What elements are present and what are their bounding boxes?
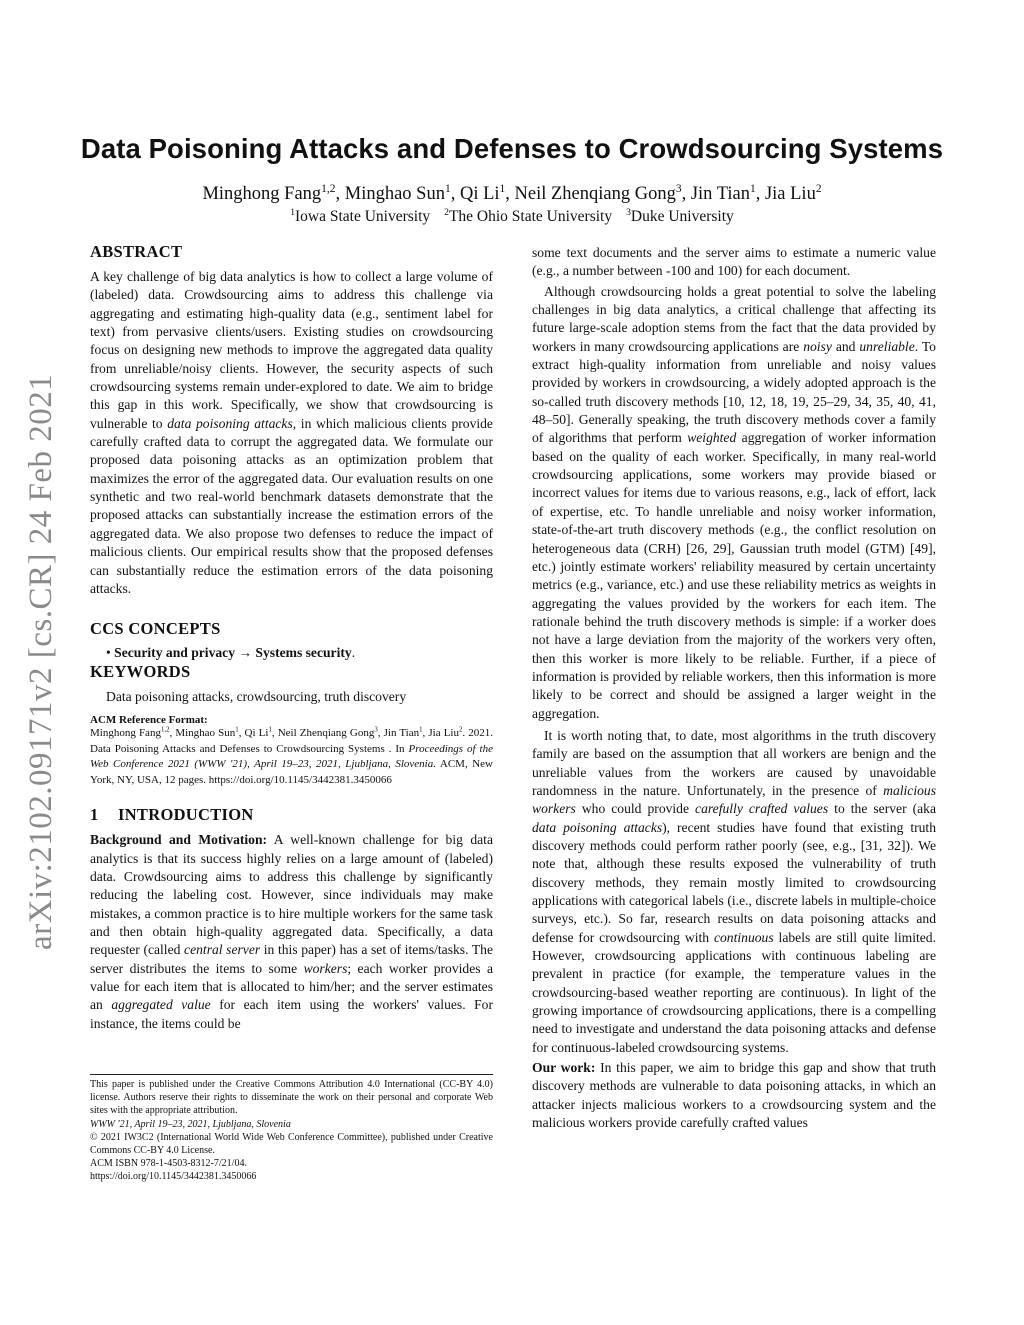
- body-text-part: ), recent studies have found that existing truth discovery methods could perform rather poorly (see, e.g., [31, 32]). We note that, although these results exposed the vulnerability of truth discovery methods, they remain mostly limited to crowdsourcing applications with categorical labels (i.e., discrete labels in multiple-choice surveys, etc.). So far, research results on data poisoning attacks and defense for crowdsourcing with: [532, 819, 936, 945]
- keywords-text: Data poisoning attacks, crowdsourcing, truth discovery: [106, 689, 407, 705]
- author-name: Neil Zhenqiang Gong: [514, 184, 676, 204]
- author-name: Minghao Sun: [344, 184, 445, 204]
- acm-author-mark: 1,2: [160, 726, 170, 734]
- author-affiliation-mark: 2: [815, 182, 822, 195]
- ccs-subcategory: Systems security: [255, 645, 352, 661]
- author-affiliation-mark: 1,2: [321, 182, 336, 195]
- author-name: Qi Li: [459, 184, 500, 204]
- body-emphasis: noisy: [803, 338, 832, 354]
- affiliation-list: [80, 208, 944, 226]
- body-paragraph: [532, 727, 936, 1057]
- copyright-note: © 2021 IW3C2 (International World Wide Web Conference Committee), published under Creative Commons CC-BY 4.0 License.: [90, 1131, 493, 1157]
- acm-author: Minghong Fang: [90, 727, 161, 740]
- doi-link[interactable]: https://doi.org/10.1145/3442381.3450066: [90, 1171, 257, 1183]
- author-separator: ,: [505, 184, 515, 204]
- arxiv-identifier: arXiv:2102.09171v2 [cs.CR] 24 Feb 2021: [23, 373, 59, 950]
- acm-author: , Neil Zhenqiang Gong: [271, 727, 375, 740]
- bullet-icon: •: [106, 645, 111, 661]
- ccs-category: Security and privacy: [114, 645, 236, 661]
- author-affiliation-mark: 1: [444, 182, 451, 195]
- conference-name: WWW '21, April 19–23, 2021, Ljubljana, Slovenia: [90, 1118, 291, 1130]
- body-emphasis: unreliable: [859, 338, 915, 354]
- acm-author: , Jin Tian: [377, 727, 420, 740]
- acm-reference-text: [90, 726, 493, 788]
- acm-citation-text: . 2021. Data Poisoning Attacks and Defenses to Crowdsourcing Systems . In: [90, 727, 494, 755]
- body-emphasis: carefully crafted values: [695, 801, 829, 817]
- abstract-emphasis: data poisoning attacks: [167, 415, 293, 431]
- body-emphasis: malicious workers: [532, 782, 936, 817]
- right-column: [532, 244, 936, 1133]
- license-note: This paper is published under the Creative Commons Attribution 4.0 International (CC-BY 4.0) license. Authors reserve their rights to disseminate the work on their personal and corporate Web sites with the appropriate attribution.: [90, 1079, 493, 1117]
- paragraph-lead: Our work:: [532, 1060, 596, 1076]
- affiliation-name: Duke University: [630, 208, 734, 225]
- author-affiliation-mark: 1: [499, 182, 506, 195]
- acm-venue: Proceedings of the Web Conference 2021 (WWW '21), April 19–23, 2021, Ljubljana, Slovenia.: [90, 742, 493, 771]
- author-list: [80, 184, 944, 205]
- body-text-part: It is worth noting that, to date, most algorithms in the truth discovery family are based on the assumption that all workers are benign and the unreliable values from the workers are caused by unavoidable randomness in the nature. Unfortunately, in the presence of: [532, 727, 936, 798]
- body-paragraph: [532, 1059, 936, 1132]
- abstract-text-part: A key challenge of big data analytics is how to collect a large volume of (labeled) data. Crowdsourcing aims to address this challenge via aggregating and estimating high-quality data (e.g., sentiment label for text) from pervasive clients/users. Existing studies on crowdsourcing focus on designing new methods to improve the aggregated data quality from unreliable/noisy clients. However, the security aspects of such crowdsourcing systems remain under-explored to date. We aim to bridge this gap in this work. Specifically, we show that crowdsourcing is vulnerable to: [90, 269, 493, 431]
- ccs-concept-entry: [106, 645, 493, 661]
- body-text-part: Although crowdsourcing holds a great potential to solve the labeling challenges in big data analytics, a critical challenge that affecting its future large-scale adoption stems from the fact that the data provided by workers in many crowdsourcing applications are: [532, 283, 936, 354]
- intro-text-part: ; each worker provides a value for each item that is allocated to him/her; and the server estimates an: [90, 960, 493, 1013]
- acm-author-mark: 1: [419, 726, 423, 734]
- acm-author: , Qi Li: [238, 727, 269, 740]
- body-text-part: . To extract high-quality information from unreliable and noisy values provided by workers in crowdsourcing, a widely adopted approach is the so-called truth discovery methods [10, 12, 18, 19, 25–29, 34, 35, 40, 41, 48–50]. Generally speaking, the truth discovery methods cover a family of algorithms that perform: [532, 338, 936, 446]
- ccs-concepts-heading: CCS CONCEPTS: [90, 619, 221, 639]
- keywords-heading: KEYWORDS: [90, 662, 191, 682]
- intro-text-part: A well-known challenge for big data analytics is that its success highly relies on a large amount of (labeled) data. Crowdsourcing aims to address this challenge by significantly reducing the labeling cost. However, since individuals may make mistakes, a common practice is to hire multiple workers for the same task and then obtain high-quality aggregated data. Specifically, a data requester (called: [90, 832, 493, 958]
- acm-author-mark: 1: [235, 726, 239, 734]
- paragraph-lead: Background and Motivation:: [90, 832, 268, 848]
- acm-citation-tail: ACM, New York, NY, USA, 12 pages. https://doi.org/10.1145/3442381.3450066: [90, 758, 493, 786]
- affiliation-name: Iowa State University: [294, 208, 431, 225]
- footnote-divider: [90, 1074, 493, 1075]
- intro-emphasis: central server: [184, 942, 261, 958]
- affiliation-number: 2: [444, 206, 449, 218]
- copyright-footnote: [90, 1078, 493, 1184]
- author-name: Minghong Fang: [202, 184, 322, 204]
- body-paragraph: [532, 283, 936, 723]
- author-affiliation-mark: 1: [749, 182, 756, 195]
- intro-emphasis: workers: [303, 960, 348, 976]
- author-separator: ,: [450, 184, 460, 204]
- intro-text-part: in this paper) has a set of items/tasks. The server distributes the items to some: [90, 942, 494, 976]
- affiliation-number: 3: [626, 206, 631, 218]
- abstract-text: [90, 268, 493, 598]
- paper-title: Data Poisoning Attacks and Defenses to Crowdsourcing Systems: [80, 133, 944, 164]
- acm-reference-heading: ACM Reference Format:: [90, 714, 208, 727]
- intro-text-part: for each item using the workers' values. For instance, the items could be: [90, 997, 493, 1031]
- author-name: Jia Liu: [764, 184, 816, 204]
- body-text-part: labels are still quite limited. However, crowdsourcing applications with continuous labeling are prevalent in practice (for example, the temperature values in the crowdsourcing-based weather reporting are continuous). In light of the growing importance of crowdsourcing applications, there is a compelling need to investigate and understand the data poisoning attacks and defense for continuous-labeled crowdsourcing systems.: [532, 929, 936, 1055]
- intro-emphasis: aggregated value: [111, 997, 211, 1013]
- affiliation-number: 1: [290, 206, 295, 218]
- body-text-part: to the server (aka: [828, 801, 937, 817]
- left-column: [90, 242, 493, 1033]
- conference-note: [90, 1118, 493, 1131]
- body-paragraph: some text documents and the server aims to estimate a numeric value (e.g., a number between -100 and 100) for each document.: [532, 245, 936, 279]
- abstract-text-part: , in which malicious clients provide carefully crafted data to corrupt the aggregated data. We formulate our proposed data poisoning attacks as an optimization problem that maximizes the error of the aggregated data. Our evaluation results on one synthetic and two real-world benchmark datasets demonstrate that the proposed attacks can substantially increase the estimation errors of the aggregated data. We also propose two defenses to reduce the impact of malicious clients. Our empirical results show that the proposed defenses can substantially reduce the estimation errors of the data poisoning attacks.: [90, 415, 493, 596]
- arrow-right-icon: →: [238, 645, 253, 661]
- body-emphasis: data poisoning attacks: [532, 819, 663, 835]
- body-text-part: aggregation of worker information based on the quality of each worker. Specifically, in many real-world crowdsourcing applications, some workers may provide biased or incorrect values for items due to various reasons, e.g., lack of effort, lack of expertise, etc. To handle unreliable and noisy worker information, state-of-the-art truth discovery methods (e.g., the conflict resolution on heterogeneous data (CRH) [26, 29], Gaussian truth model (GTM) [49], etc.) jointly estimate workers' reliability measured by certain uncertainty metrics (e.g., variance, etc.) and use these reliability metrics as weights in aggregating the values provided by the workers for each item. The rationale behind the truth discovery methods is simple: if a worker does not have a large deviation from the majority of the workers very often, then this worker is more likely to be reliable. Further, if a piece of information is provided by reliable workers, then this information is more likely to be correct and should be assigned a larger weight in the aggregation.: [532, 430, 936, 721]
- author-separator: ,: [755, 184, 765, 204]
- acm-author: , Jia Liu: [422, 727, 459, 740]
- author-separator: ,: [335, 184, 345, 204]
- introduction-paragraph: [90, 831, 493, 1033]
- isbn-note: ACM ISBN 978-1-4503-8312-7/21/04.: [90, 1158, 247, 1170]
- body-emphasis: continuous: [713, 929, 774, 945]
- section-number: 1: [90, 805, 99, 825]
- acm-author-mark: 2: [459, 726, 463, 734]
- author-affiliation-mark: 3: [675, 182, 682, 195]
- acm-author-mark: 1: [268, 726, 272, 734]
- author-name: Jin Tian: [690, 184, 750, 204]
- introduction-heading: [90, 805, 493, 825]
- body-text-part: and: [831, 338, 860, 354]
- affiliation-name: The Ohio State University: [448, 208, 613, 225]
- ccs-period: .: [351, 645, 356, 661]
- body-emphasis: weighted: [687, 430, 737, 446]
- author-separator: ,: [681, 184, 691, 204]
- section-title: INTRODUCTION: [118, 805, 254, 825]
- acm-author-mark: 3: [374, 726, 378, 734]
- body-text-part: In this paper, we aim to bridge this gap and show that truth discovery methods are vulnerable to data poisoning attacks, in which an attacker injects malicious workers to a crowdsourcing system and the malicious workers provide carefully crafted values: [532, 1060, 936, 1131]
- body-text-part: who could provide: [575, 801, 696, 817]
- abstract-heading: ABSTRACT: [90, 242, 183, 261]
- acm-author: , Minghao Sun: [169, 727, 236, 740]
